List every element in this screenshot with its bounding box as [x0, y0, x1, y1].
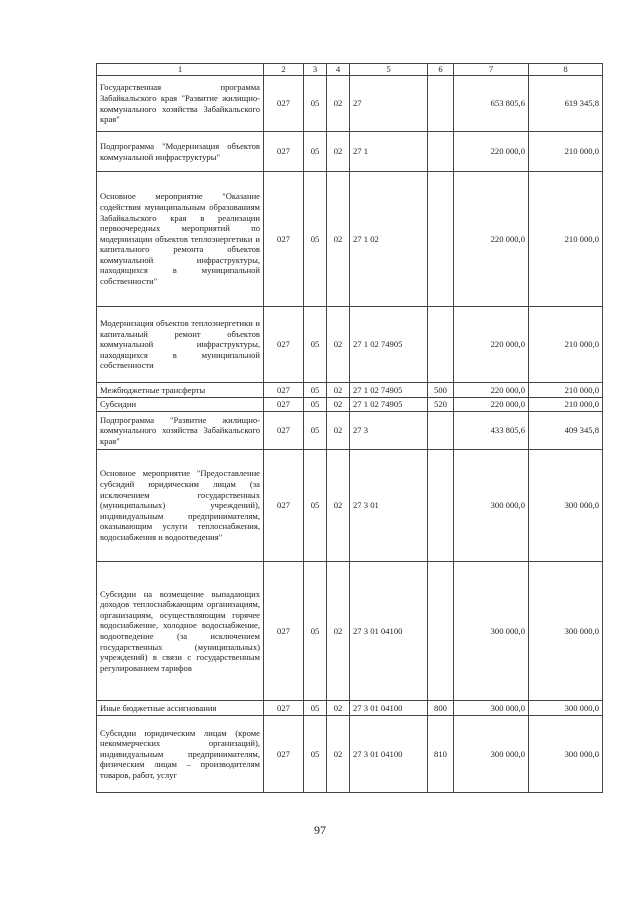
row-amount-year-1: 300 000,0: [454, 701, 529, 716]
row-subsection: 02: [327, 172, 350, 307]
header-col-4: 4: [327, 64, 350, 76]
row-subsection: 02: [327, 383, 350, 398]
row-amount-year-2: 210 000,0: [529, 132, 603, 172]
page-number: 97: [314, 823, 326, 837]
row-expense-type: 500: [428, 383, 454, 398]
row-target-article: 27 3: [350, 412, 428, 450]
row-subsection: 02: [327, 76, 350, 132]
row-expense-type: [428, 132, 454, 172]
header-col-2: 2: [264, 64, 304, 76]
row-ministry-code: 027: [264, 562, 304, 701]
row-amount-year-1: 653 805,6: [454, 76, 529, 132]
row-expense-type: 800: [428, 701, 454, 716]
row-name: Основное мероприятие "Оказание содействия муниципальным образованиям Забайкальского края в реализации первоочередных мероприятий по модернизации объектов теплоэнергетики и капитального ремонта объектов коммунальной инфраструктуры, находящихся в муниципальной собственности": [97, 172, 264, 307]
row-section: 05: [304, 562, 327, 701]
row-section: 05: [304, 172, 327, 307]
row-section: 05: [304, 76, 327, 132]
row-amount-year-2: 409 345,8: [529, 412, 603, 450]
row-expense-type: [428, 562, 454, 701]
row-ministry-code: 027: [264, 383, 304, 398]
row-name: Иные бюджетные ассигнования: [97, 701, 264, 716]
row-section: 05: [304, 701, 327, 716]
row-expense-type: [428, 450, 454, 562]
row-ministry-code: 027: [264, 132, 304, 172]
row-target-article: 27: [350, 76, 428, 132]
header-col-3: 3: [304, 64, 327, 76]
table-row: [97, 450, 603, 562]
row-expense-type: 520: [428, 398, 454, 412]
row-amount-year-2: 300 000,0: [529, 562, 603, 701]
row-target-article: 27 1 02 74905: [350, 398, 428, 412]
row-amount-year-1: 220 000,0: [454, 383, 529, 398]
row-name: Основное мероприятие "Предоставление субсидий юридическим лицам (за исключением государственных (муниципальных) учреждений), индивидуальным предпринимателям, оказывающим услуги теплоснабжения, водоснабжения и водоотведения": [97, 450, 264, 562]
row-target-article: 27 1: [350, 132, 428, 172]
header-col-1: 1: [97, 64, 264, 76]
row-subsection: 02: [327, 398, 350, 412]
row-ministry-code: 027: [264, 76, 304, 132]
row-expense-type: [428, 76, 454, 132]
row-expense-type: [428, 307, 454, 383]
row-expense-type: [428, 412, 454, 450]
budget-table: [96, 63, 603, 793]
row-subsection: 02: [327, 562, 350, 701]
row-amount-year-1: 220 000,0: [454, 307, 529, 383]
table-row: [97, 307, 603, 383]
row-subsection: 02: [327, 132, 350, 172]
row-target-article: 27 1 02 74905: [350, 383, 428, 398]
table-row: [97, 132, 603, 172]
row-section: 05: [304, 307, 327, 383]
row-amount-year-2: 300 000,0: [529, 450, 603, 562]
row-target-article: 27 1 02: [350, 172, 428, 307]
table-row: [97, 383, 603, 398]
row-section: 05: [304, 398, 327, 412]
row-amount-year-1: 220 000,0: [454, 132, 529, 172]
row-ministry-code: 027: [264, 716, 304, 793]
row-name: Субсидии юридическим лицам (кроме некоммерческих организаций), индивидуальным предпринимателям, физическим лицам – производителям товаров, работ, услуг: [97, 716, 264, 793]
row-amount-year-2: 619 345,8: [529, 76, 603, 132]
row-section: 05: [304, 412, 327, 450]
row-amount-year-1: 300 000,0: [454, 562, 529, 701]
table-row: [97, 562, 603, 701]
row-name: Подпрограмма "Модернизация объектов коммунальной инфраструктуры": [97, 132, 264, 172]
table-row: [97, 76, 603, 132]
row-subsection: 02: [327, 412, 350, 450]
table-row: [97, 701, 603, 716]
row-name: Государственная программа Забайкальского края "Развитие жилищно-коммунального хозяйства Забайкальского края": [97, 76, 264, 132]
table-row: [97, 398, 603, 412]
row-target-article: 27 3 01: [350, 450, 428, 562]
row-amount-year-2: 300 000,0: [529, 701, 603, 716]
row-subsection: 02: [327, 716, 350, 793]
row-ministry-code: 027: [264, 307, 304, 383]
header-col-5: 5: [350, 64, 428, 76]
row-ministry-code: 027: [264, 412, 304, 450]
row-amount-year-2: 300 000,0: [529, 716, 603, 793]
row-ministry-code: 027: [264, 450, 304, 562]
row-section: 05: [304, 716, 327, 793]
row-section: 05: [304, 383, 327, 398]
row-target-article: 27 3 01 04100: [350, 716, 428, 793]
row-name: Субсидии: [97, 398, 264, 412]
row-ministry-code: 027: [264, 701, 304, 716]
row-name: Подпрограмма "Развитие жилищно-коммунального хозяйства Забайкальского края": [97, 412, 264, 450]
table-row: [97, 716, 603, 793]
row-amount-year-2: 210 000,0: [529, 172, 603, 307]
row-expense-type: 810: [428, 716, 454, 793]
row-name: Модернизация объектов теплоэнергетики и капитальный ремонт объектов коммунальной инфраструктуры, находящихся в муниципальной собственности: [97, 307, 264, 383]
table-row: [97, 412, 603, 450]
row-amount-year-2: 210 000,0: [529, 383, 603, 398]
row-amount-year-2: 210 000,0: [529, 307, 603, 383]
row-subsection: 02: [327, 307, 350, 383]
row-subsection: 02: [327, 701, 350, 716]
table-header-row: [97, 64, 603, 76]
row-target-article: 27 3 01 04100: [350, 701, 428, 716]
row-ministry-code: 027: [264, 398, 304, 412]
row-target-article: 27 3 01 04100: [350, 562, 428, 701]
table-row: [97, 172, 603, 307]
row-expense-type: [428, 172, 454, 307]
header-col-8: 8: [529, 64, 603, 76]
row-section: 05: [304, 450, 327, 562]
row-subsection: 02: [327, 450, 350, 562]
row-amount-year-1: 220 000,0: [454, 172, 529, 307]
row-name: Субсидии на возмещение выпадающих доходов теплоснабжающим организациям, организациям, осуществляющим горячее водоснабжение, холодное водоснабжение, водоотведение (за исключением государственных (муниципальных) учреждений) в связи с государственным регулированием тарифов: [97, 562, 264, 701]
row-name: Межбюджетные трансферты: [97, 383, 264, 398]
row-amount-year-1: 300 000,0: [454, 450, 529, 562]
row-amount-year-1: 300 000,0: [454, 716, 529, 793]
header-col-7: 7: [454, 64, 529, 76]
header-col-6: 6: [428, 64, 454, 76]
row-amount-year-2: 210 000,0: [529, 398, 603, 412]
row-target-article: 27 1 02 74905: [350, 307, 428, 383]
row-amount-year-1: 220 000,0: [454, 398, 529, 412]
row-amount-year-1: 433 805,6: [454, 412, 529, 450]
row-ministry-code: 027: [264, 172, 304, 307]
row-section: 05: [304, 132, 327, 172]
